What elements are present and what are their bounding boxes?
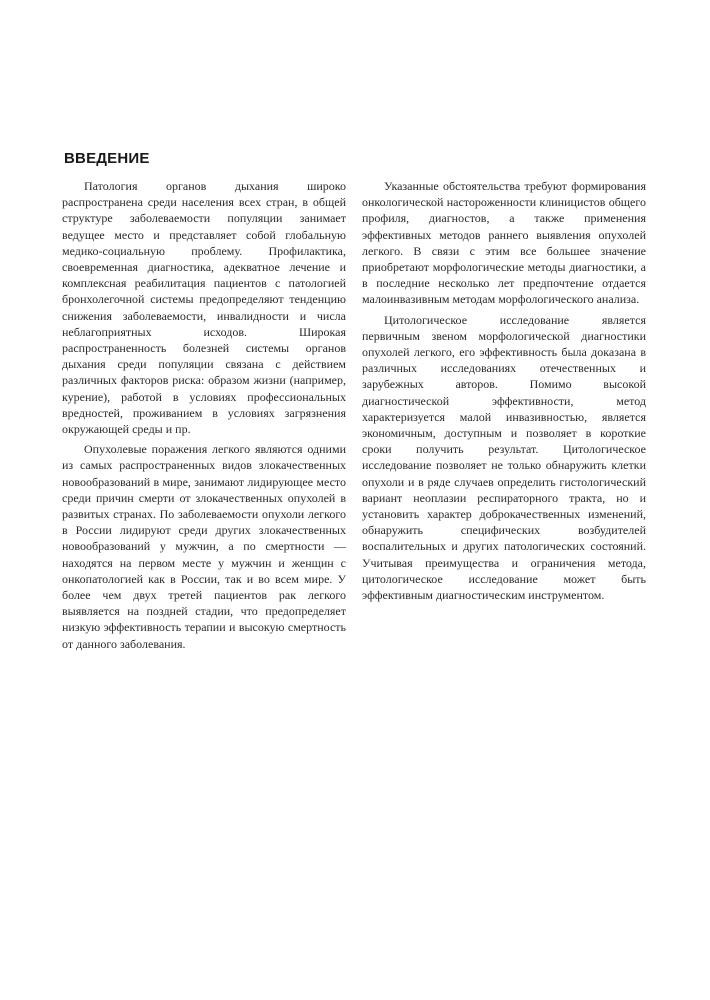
right-paragraph-2: Цитологическое исследование является первичным звеном морфологической диагностики опухолей легкого, его эффективность была доказана в различных исследованиях отечественных и зарубежных авторов. Помимо высокой диагностической эффективности, метод характеризуется малой инвазивностью, является экономичным, доступным и позволяет в короткие сроки получить результат. Цитологическое исследование позволяет не только обнаружить клетки опухоли и в ряде случаев определить гистологический вариант неоплазии респираторного тракта, но и установить характер доброкачественных изменений, обнаружить специфических возбудителей воспалительных и других патологических состояний. Учитывая преимущества и ограничения метода, цитологическое исследование может быть эффективным диагностическим инструментом. [362, 312, 646, 603]
right-paragraph-1: Указанные обстоятельства требуют формирования онкологической настороженности клиницистов общего профиля, диагностов, а также применения эффективных методов раннего выявления опухолей легкого. В связи с этим все большее значение приобретают морфологические методы диагностики, а в последние несколько лет предпочтение отдается малоинвазивным методам морфологического анализа. [362, 179, 646, 307]
left-column [62, 178, 346, 652]
left-paragraph-1: Патология органов дыхания широко распространена среди населения всех стран, в общей структуре заболеваемости популяции занимает ведущее место и представляет собой глобальную медико-социальную проблему. Профилактика, своевременная диагностика, адекватное лечение и комплексная реабилитация пациентов с патологией бронхолегочной системы предопределяют тенденцию снижения заболеваемости, инвалидности и числа неблагоприятных исходов. Широкая распространенность болезней системы органов дыхания среди популяции связана с действием различных факторов риска: образом жизни (например, курение), работой в условиях профессиональных вредностей, проживанием в условиях загрязнения окружающей среды и пр. [62, 179, 346, 437]
right-column [362, 178, 646, 603]
section-heading: ВВЕДЕНИЕ [64, 150, 150, 167]
left-paragraph-2: Опухолевые поражения легкого являются одними из самых распространенных видов злокачественных новообразований в мире, занимают лидирующее место среди причин смерти от злокачественных опухолей в развитых странах. По заболеваемости опухоли легкого в России лидируют среди других злокачественных новообразований у мужчин, а по смертности — находятся на первом месте у мужчин и женщин с онкопатологией как в России, так и во всем мире. У более чем двух третей пациентов рак легкого выявляется на поздней стадии, что предопределяет низкую эффективность терапии и высокую смертность от данного заболевания. [62, 442, 346, 651]
